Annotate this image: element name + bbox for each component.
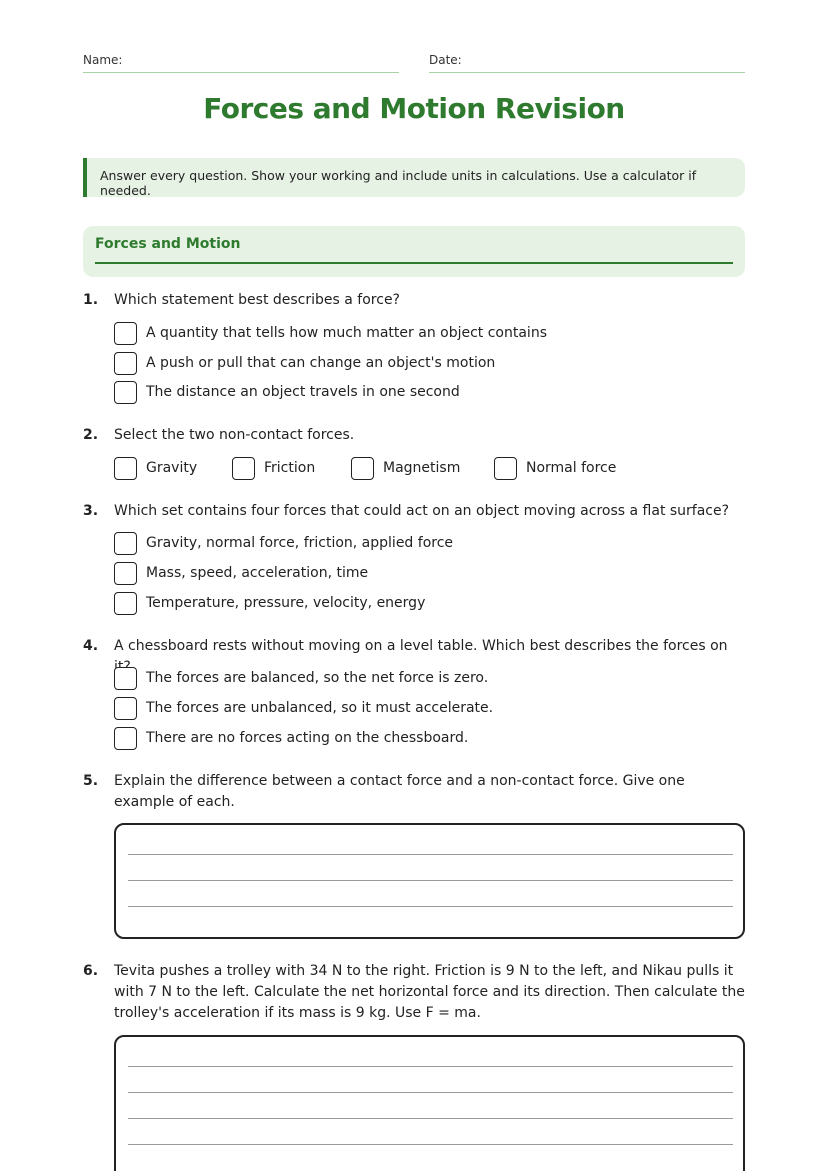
checkbox-icon[interactable]	[114, 592, 137, 615]
option-label: A push or pull that can change an object's motion	[146, 355, 496, 371]
question-5	[83, 771, 745, 813]
writing-line	[128, 1066, 733, 1067]
checkbox-icon[interactable]	[114, 697, 137, 720]
option-label: The distance an object travels in one second	[146, 384, 460, 400]
checkbox-icon[interactable]	[494, 457, 517, 480]
question-number: 5.	[83, 773, 99, 789]
date-label: Date:	[429, 53, 462, 67]
option-label: The forces are balanced, so the net force is zero.	[146, 670, 489, 686]
question-text: Tevita pushes a trolley with 34 N to the right. Friction is 9 N to the left, and Nikau pulls it with 7 N to the left. Calculate the net horizontal force and its direction. Then calculate the trolley's acceleration if its mass is 9 kg. Use F = ma.	[114, 963, 745, 1021]
section-header	[83, 226, 745, 277]
section-divider	[95, 262, 733, 264]
question-number: 4.	[83, 638, 99, 654]
option-label: Gravity, normal force, friction, applied force	[146, 535, 454, 551]
date-field[interactable]	[429, 52, 745, 73]
checkbox-icon[interactable]	[232, 457, 255, 480]
writing-line	[128, 1118, 733, 1119]
section-title: Forces and Motion	[95, 236, 241, 252]
checkbox-icon[interactable]	[114, 352, 137, 375]
question-6	[83, 961, 745, 1024]
checkbox-icon[interactable]	[114, 381, 137, 404]
question-number: 1.	[83, 292, 99, 308]
student-info-row	[83, 52, 745, 74]
option-label: Magnetism	[383, 460, 461, 476]
option-label: Gravity	[146, 460, 198, 476]
question-text: Which set contains four forces that could act on an object moving across a flat surface?	[114, 503, 730, 519]
option-label: Friction	[264, 460, 316, 476]
question-number: 2.	[83, 427, 99, 443]
instructions-callout: Answer every question. Show your working and include units in calculations. Use a calculator if needed.	[83, 158, 745, 197]
question-text: Select the two non-contact forces.	[114, 427, 355, 443]
option-label: There are no forces acting on the chessboard.	[146, 730, 469, 746]
page-title: Forces and Motion Revision	[203, 92, 625, 125]
question-text: Explain the difference between a contact force and a non-contact force. Give one example of each.	[114, 773, 685, 810]
option-label: Mass, speed, acceleration, time	[146, 565, 369, 581]
answer-box[interactable]	[114, 823, 745, 939]
option-label: Temperature, pressure, velocity, energy	[146, 595, 426, 611]
question-number: 6.	[83, 963, 99, 979]
question-text: Which statement best describes a force?	[114, 292, 400, 308]
name-field[interactable]	[83, 52, 399, 73]
checkbox-icon[interactable]	[114, 322, 137, 345]
checkbox-icon[interactable]	[114, 562, 137, 585]
checkbox-icon[interactable]	[114, 727, 137, 750]
checkbox-icon[interactable]	[114, 532, 137, 555]
writing-line	[128, 1092, 733, 1093]
name-label: Name:	[83, 53, 123, 67]
question-number: 3.	[83, 503, 99, 519]
writing-line	[128, 854, 733, 855]
option-label: The forces are unbalanced, so it must accelerate.	[146, 700, 494, 716]
checkbox-icon[interactable]	[114, 457, 137, 480]
option-label: Normal force	[526, 460, 617, 476]
writing-line	[128, 1144, 733, 1145]
checkbox-icon[interactable]	[351, 457, 374, 480]
writing-line	[128, 880, 733, 881]
option-label: A quantity that tells how much matter an object contains	[146, 325, 547, 341]
checkbox-icon[interactable]	[114, 667, 137, 690]
answer-box[interactable]	[114, 1035, 745, 1171]
question-text: A chessboard rests without moving on a level table. Which best describes the forces on	[114, 638, 728, 654]
writing-line	[128, 906, 733, 907]
